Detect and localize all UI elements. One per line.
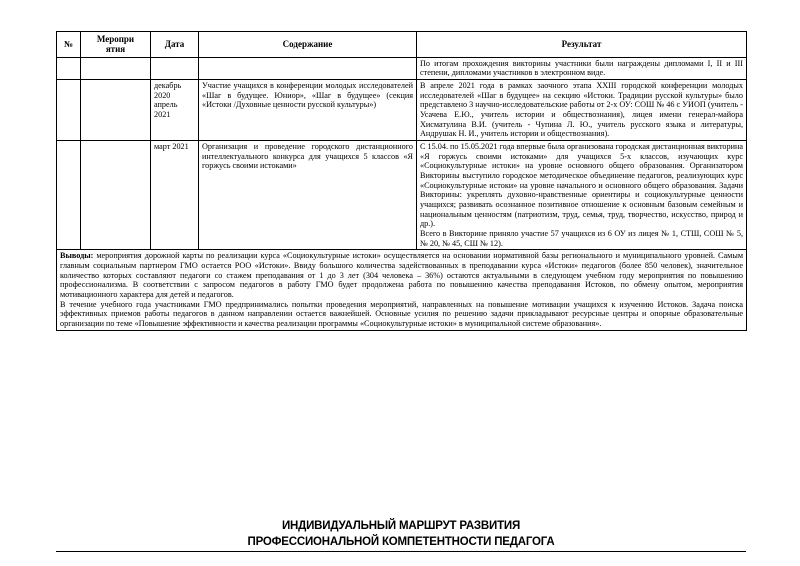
column-header-number: № — [57, 32, 81, 58]
cell-content: Участие учащихся в конференции молодых исследователей «Шаг в будущее. Юниор», «Шаг в будущее» (секция «Истоки /Духовные ценности русской культуры») — [199, 80, 417, 141]
table-conclusion-row — [57, 250, 747, 330]
cell-event — [81, 141, 151, 250]
cell-event — [81, 80, 151, 141]
cell-date — [151, 57, 199, 79]
cell-event — [81, 57, 151, 79]
conclusion-text-1: мероприятия дорожной карты по реализации курса «Социокультурные истоки» осуществляется на основании нормативной базы регионального и муниципального уровней. Самым главным социальным партнером ГМО остается РОО «Истоки». Ввиду большого количества задействованных в преподавании курса «Истоки» педагогов (более 850 человек), значительное количество которых составляют педагоги со стажем преподавания от 1 до 3 лет (304 человека – 36%) остаются актуальными в следующем учебном году мероприятия по повышению профессионализма. В соответствии с запросом педагогов в работу ГМО будет продолжена работа по повышению качества преподавания Истоков, по обмену опытом, мероприятия мотивационного характера для детей и педагогов. — [60, 251, 743, 300]
cell-content: Организация и проведение городского дистанционного интеллектуального конкурса для учащихся 5 классов «Я горжусь своими истоками» — [199, 141, 417, 250]
footer-title-line-1: ИНДИВИДУАЛЬНЫЙ МАРШРУТ РАЗВИТИЯ — [281, 520, 521, 532]
cell-date: декабрь 2020 апрель 2021 — [151, 80, 199, 141]
cell-conclusion — [57, 250, 747, 330]
cell-content — [199, 57, 417, 79]
cell-result — [417, 141, 747, 250]
table-row — [57, 57, 747, 79]
column-header-result: Результат — [417, 32, 747, 58]
footer-title — [56, 519, 746, 552]
cell-result-paragraph: Всего в Викторине приняло участие 57 учащихся из 6 ОУ из лицея № 1, СТШ, СОШ № 5, № 20, № 45, СШ № 12). — [420, 229, 743, 248]
activities-table — [56, 31, 747, 331]
cell-result: По итогам прохождения викторины участники были награждены дипломами I, II и III степени, дипломами участников в электронном виде. — [417, 57, 747, 79]
conclusion-paragraph-2: В течение учебного года участниками ГМО предпринимались попытки проведения мероприятий, направленных на повышение мотивации учащихся к изучению Истоков. Задача поиска эффективных приемов работы педагогов в данном направлении остается важнейшей. Основные усилия по решению задачи прикладывают ресурсные центры и опорные образовательные организации по теме «Повышение эффективности и качества реализации программы «Социокультурные истоки» в муниципальной системе образования». — [60, 299, 743, 329]
table-header-row — [57, 32, 747, 58]
cell-number — [57, 141, 81, 250]
conclusion-paragraph-1 — [60, 251, 743, 299]
cell-result-paragraph: С 15.04. по 15.05.2021 года впервые была организована городская дистанционная викторина «Я горжусь своими истоками» для учащихся 5-х классов, изучающих курс «Социокультурные истоки» на уровне основного общего образования. Организатором Викторины выступило городское методическое объединение педагогов, реализующих курс «Социокультурные истоки» на уровне начального и основного общего образования. Задачи Викторины: укреплять духовно-нравственные ориентиры и социокультурные ценности учащихся; развивать осознанное позитивное отношение к основным базовым семейным и национальным ценностям (патриотизм, труд, семья, труд, творчество, искусство, природ и др.). — [420, 142, 743, 229]
column-header-date: Дата — [151, 32, 199, 58]
cell-number — [57, 80, 81, 141]
cell-date: март 2021 — [151, 141, 199, 250]
table-row — [57, 141, 747, 250]
column-header-event: Меропри ятия — [81, 32, 151, 58]
table-row — [57, 80, 747, 141]
cell-result: В апреле 2021 года в рамках заочного этапа XXIII городской конференции молодых исследователей «Шаг в будущее» на секцию «Истоки. Традиции русской культуры» было представлено 3 научно-исследовательские работы от 2-х ОУ: СОШ № 46 с УИОП (учитель - Усачева Е.Ю., учитель истории и обществознания), лицея имени генерал-майора Хисматулина В.И. (учитель - Чупина Л. Ю., учитель русского языка и литературы, Андрушак Н. И., учитель истории и обществознания). — [417, 80, 747, 141]
column-header-content: Содержание — [199, 32, 417, 58]
footer-title-line-2: ПРОФЕССИОНАЛЬНОЙ КОМПЕТЕНТНОСТИ ПЕДАГОГА — [247, 535, 555, 548]
conclusion-label: Выводы: — [60, 251, 94, 261]
cell-number — [57, 57, 81, 79]
